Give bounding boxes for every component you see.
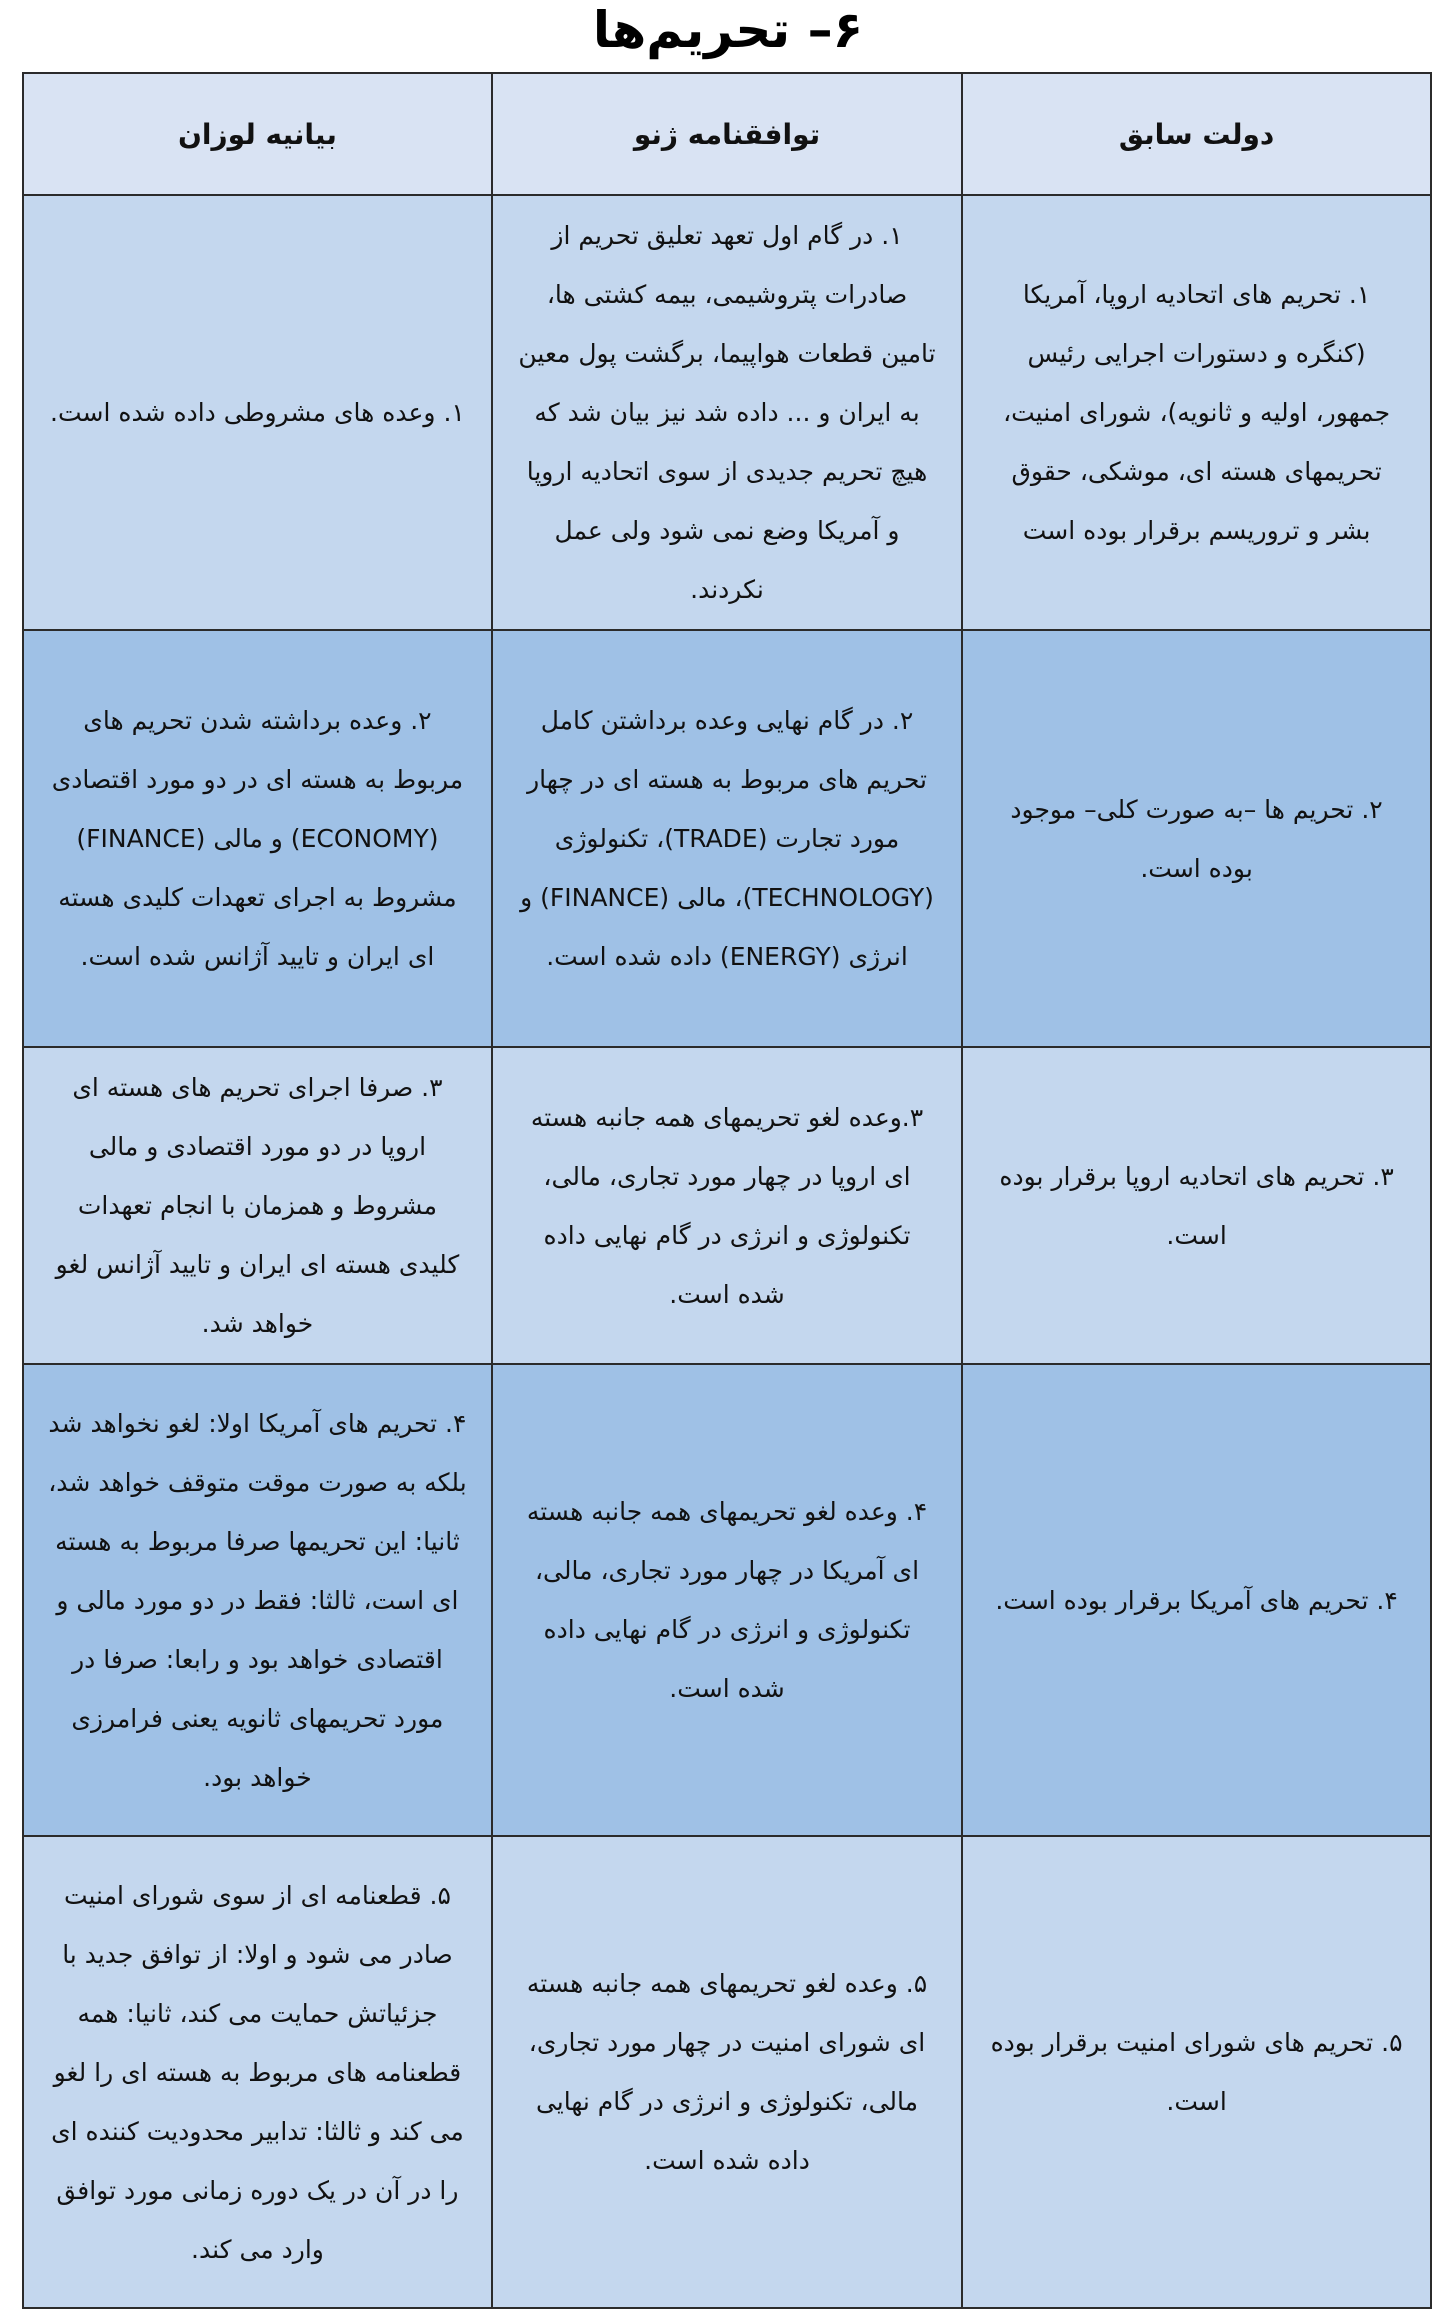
cell-geneva-agreement: ۴. وعده لغو تحریمهای همه جانبه هسته ای آمریکا در چهار مورد تجاری، مالی، تکنولوژی و انرژی در گام نهایی داده شده است. — [492, 1364, 962, 1836]
table-row — [23, 1836, 1431, 2308]
cell-geneva-agreement: ۲. در گام نهایی وعده برداشتن کامل تحریم های مربوط به هسته ای در چهار مورد تجارت (TRADE)، تکنولوژی (TECHNOLOGY)، مالی (FINANCE) و انرژی (ENERGY) داده شده است. — [492, 630, 962, 1047]
header-previous-government: دولت سابق — [962, 73, 1431, 195]
table-row — [23, 195, 1431, 630]
table-row — [23, 630, 1431, 1047]
header-geneva-agreement: توافقنامه ژنو — [492, 73, 962, 195]
table-row — [23, 1364, 1431, 1836]
cell-lausanne-statement: ۴. تحریم های آمریکا اولا: لغو نخواهد شد بلکه به صورت موقت متوقف خواهد شد، ثانیا: این تحریمها صرفا مربوط به هسته ای است، ثالثا: فقط در دو مورد مالی و اقتصادی خواهد بود و رابعا: صرفا در مورد تحریمهای ثانویه یعنی فرامرزی خواهد بود. — [23, 1364, 492, 1836]
header-lausanne-statement: بیانیه لوزان — [23, 73, 492, 195]
page-title: ۶– تحریم‌ها — [592, 1, 864, 59]
cell-geneva-agreement: ۱. در گام اول تعهد تعلیق تحریم از صادرات پتروشیمی، بیمه کشتی ها، تامین قطعات هواپیما، برگشت پول معین به ایران و ... داده شد نیز بیان شد که هیچ تحریم جدیدی از سوی اتحادیه اروپا و آمریکا وضع نمی شود ولی عمل نکردند. — [492, 195, 962, 630]
cell-lausanne-statement: ۱. وعده های مشروطی داده شده است. — [23, 195, 492, 630]
cell-previous-government: ۲. تحریم ها –به صورت کلی– موجود بوده است. — [962, 630, 1431, 1047]
cell-lausanne-statement: ۳. صرفا اجرای تحریم های هسته ای اروپا در دو مورد اقتصادی و مالی مشروط و همزمان با انجام تعهدات کلیدی هسته ای ایران و تایید آژانس لغو خواهد شد. — [23, 1047, 492, 1364]
cell-previous-government: ۴. تحریم های آمریکا برقرار بوده است. — [962, 1364, 1431, 1836]
cell-lausanne-statement: ۲. وعده برداشته شدن تحریم های مربوط به هسته ای در دو مورد اقتصادی (ECONOMY) و مالی (FINANCE) مشروط به اجرای تعهدات کلیدی هسته ای ایران و تایید آژانس شده است. — [23, 630, 492, 1047]
table-row — [23, 1047, 1431, 1364]
cell-lausanne-statement: ۵. قطعنامه ای از سوی شورای امنیت صادر می شود و اولا: از توافق جدید با جزئیاتش حمایت می کند، ثانیا: همه قطعنامه های مربوط به هسته ای را لغو می کند و ثالثا: تدابیر محدودیت کننده ای را در آن در یک دوره زمانی مورد توافق وارد می کند. — [23, 1836, 492, 2308]
cell-geneva-agreement: ۳.وعده لغو تحریمهای همه جانبه هسته ای اروپا در چهار مورد تجاری، مالی، تکنولوژی و انرژی در گام نهایی داده شده است. — [492, 1047, 962, 1364]
cell-previous-government: ۳. تحریم های اتحادیه اروپا برقرار بوده است. — [962, 1047, 1431, 1364]
sanctions-comparison-table — [22, 72, 1432, 2309]
cell-geneva-agreement: ۵. وعده لغو تحریمهای همه جانبه هسته ای شورای امنیت در چهار مورد تجاری، مالی، تکنولوژی و انرژی در گام نهایی داده شده است. — [492, 1836, 962, 2308]
table-header-row — [23, 73, 1431, 195]
cell-previous-government: ۵. تحریم های شورای امنیت برقرار بوده است. — [962, 1836, 1431, 2308]
cell-previous-government: ۱. تحریم های اتحادیه اروپا، آمریکا (کنگره و دستورات اجرایی رئیس جمهور، اولیه و ثانویه)، شورای امنیت، تحریمهای هسته ای، موشکی، حقوق بشر و تروریسم برقرار بوده است — [962, 195, 1431, 630]
